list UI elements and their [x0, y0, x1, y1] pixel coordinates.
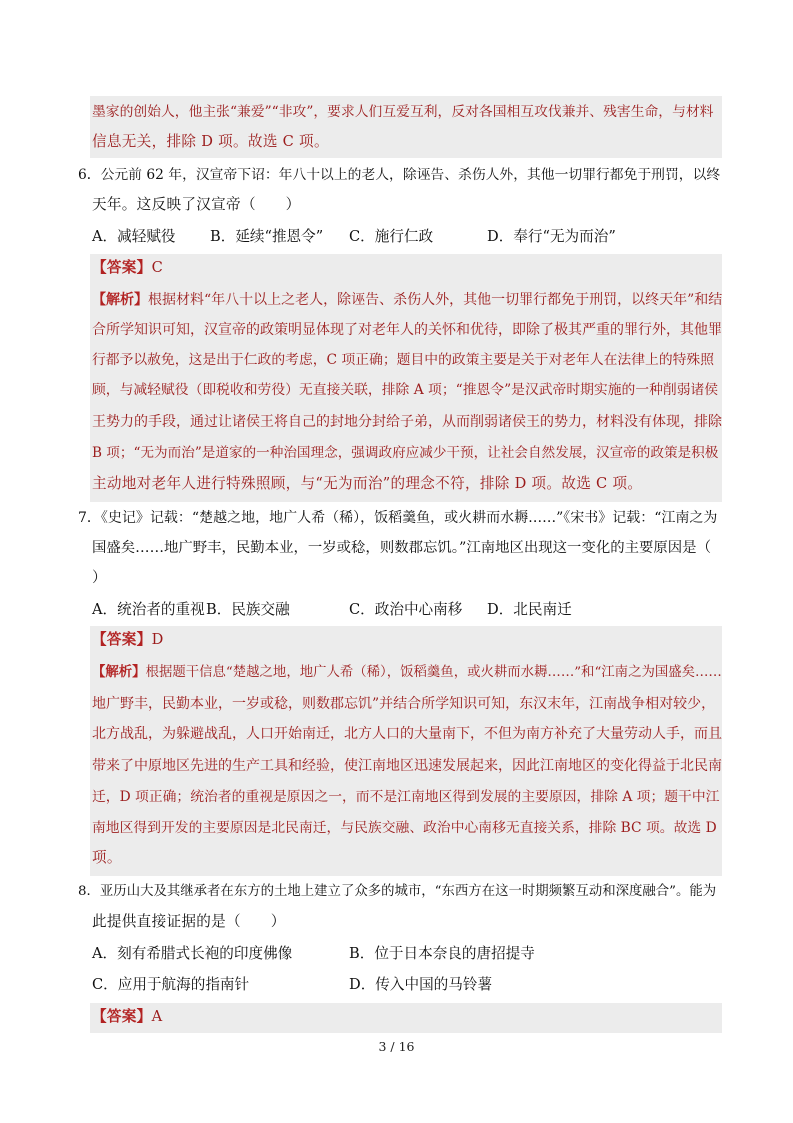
q6-stem-line-1: 6．公元前 62 年，汉宣帝下诏：年八十以上的老人，除诬告、杀伤人外，其他一切罪行都免于刑罚，以终 [78, 167, 721, 183]
q6-option-a: A．减轻赋役 [92, 228, 176, 245]
q6-option-b: B．延续“推恩令” [210, 228, 324, 245]
q6-analysis-text-1: 根据材料“年八十以上之老人，除诬告、杀伤人外，其他一切罪行都免于刑罚，以终天年”和结 [148, 292, 723, 308]
q8-answer-value: A [151, 1008, 163, 1025]
q8-answer-tag: 【答案】 [92, 1008, 152, 1025]
q7-option-a: A．统治者的重视 [92, 601, 205, 618]
q6-answer [92, 258, 163, 278]
q8-option-c: C．应用于航海的指南针 [92, 976, 250, 993]
q7-analysis-line-1 [92, 662, 722, 683]
q8-option-b: B．位于日本奈良的唐招提寺 [349, 945, 535, 962]
q6-analysis-tag: 【解析】 [92, 292, 148, 308]
q7-option-b: B．民族交融 [206, 601, 290, 618]
carryover-line-2: 信息无关，排除 D 项。故选 C 项。 [92, 133, 329, 150]
q7-analysis-line-6: 南地区得到开发的主要原因是北民南迁，与民族交融、政治中心南移无直接关系，排除 BC 项。故选 D [92, 820, 717, 836]
q7-analysis-line-4: 带来了中原地区先进的生产工具和经验，使江南地区迅速发展起来，因此江南地区的变化得益于北民南 [92, 758, 722, 774]
q7-answer-tag: 【答案】 [92, 631, 152, 648]
q6-answer-tag: 【答案】 [92, 259, 152, 276]
q6-analysis-line-6: B 项；“无为而治”是道家的一种治国理念，强调政府应减少干预，让社会自然发展，汉宣帝的政策是积极 [92, 445, 719, 461]
q7-analysis-text-1: 根据题干信息“楚越之地，地广人希（稀），饭稻羹鱼，或火耕而水耨……”和“江南之为国盛矣…… [145, 665, 722, 680]
q7-stem-line-1: 7．《史记》记载：“楚越之地，地广人希（稀），饭稻羹鱼，或火耕而水耨……”《宋书》记载：“江南之为 [78, 510, 718, 526]
q7-analysis-line-3: 北方战乱，为躲避战乱，人口开始南迁，北方人口的大量南下，不但为南方补充了大量劳动人手，而且 [92, 726, 722, 742]
q7-option-c: C．政治中心南移 [349, 601, 463, 618]
q8-option-a: A．刻有希腊式长袍的印度佛像 [92, 945, 293, 962]
q6-option-c: C．施行仁政 [349, 228, 434, 245]
q8-answer [92, 1007, 162, 1027]
q7-answer [92, 630, 164, 650]
carryover-line-1: 墨家的创始人，他主张“兼爱”“非攻”，要求人们互爱互利，反对各国相互攻伐兼并、残害生命，与材料 [92, 104, 714, 120]
q6-analysis-line-7: 主动地对老年人进行特殊照顾，与“无为而治”的理念不符，排除 D 项。故选 C 项。 [92, 475, 643, 492]
q7-stem-line-3: ） [92, 569, 107, 586]
q6-analysis-line-5: 王势力的手段，通过让诸侯王将自己的封地分封给子弟，从而削弱诸侯王的势力，材料没有体现，排除 [92, 414, 722, 430]
q7-analysis-tag: 【解析】 [92, 664, 146, 680]
q8-stem-line-2: 此提供直接证据的是（ ） [92, 913, 286, 930]
q7-option-d: D．北民南迁 [487, 601, 572, 618]
q7-stem-line-2: 国盛矣……地广野丰，民勤本业，一岁或稔，则数郡忘饥。”江南地区出现这一变化的主要原因是（ [92, 540, 711, 556]
q6-option-d: D．奉行“无为而治” [487, 228, 616, 245]
page-number: 3 / 16 [378, 1039, 415, 1054]
q8-answer-shade [90, 1003, 722, 1033]
q6-analysis-line-1 [92, 290, 722, 310]
q6-analysis-line-4: 顾，与减轻赋役（即税收和劳役）无直接关联，排除 A 项；“推恩令”是汉武帝时期实施的一种削弱诸侯 [92, 382, 719, 398]
q6-stem-line-2: 天年。这反映了汉宣帝（ ） [92, 196, 301, 213]
q7-analysis-line-7: 项。 [92, 849, 122, 866]
q8-stem-line-1: 8．亚历山大及其继承者在东方的土地上建立了众多的城市，“东西方在这一时期频繁互动和深度融合”。能为 [78, 884, 717, 899]
q7-analysis-line-2: 地广野丰，民勤本业，一岁或稔，则数郡忘饥”并结合所学知识可知，东汉末年，江南战争相对较少， [92, 696, 716, 712]
q6-answer-value: C [151, 259, 164, 276]
q7-analysis-line-5: 迁，D 项正确；统治者的重视是原因之一，而不是江南地区得到发展的主要原因，排除 A 项；题干中江 [92, 789, 720, 805]
q6-analysis-line-3: 行都予以赦免，这是出于仁政的考虑，C 项正确；题目中的政策主要是关于对老年人在法律上的特殊照 [92, 352, 715, 368]
q6-analysis-line-2: 合所学知识可知，汉宣帝的政策明显体现了对老年人的关怀和优待，即除了极其严重的罪行外，其他罪 [92, 322, 722, 338]
q8-option-d: D．传入中国的马铃薯 [349, 976, 493, 993]
q7-answer-value: D [151, 631, 164, 648]
